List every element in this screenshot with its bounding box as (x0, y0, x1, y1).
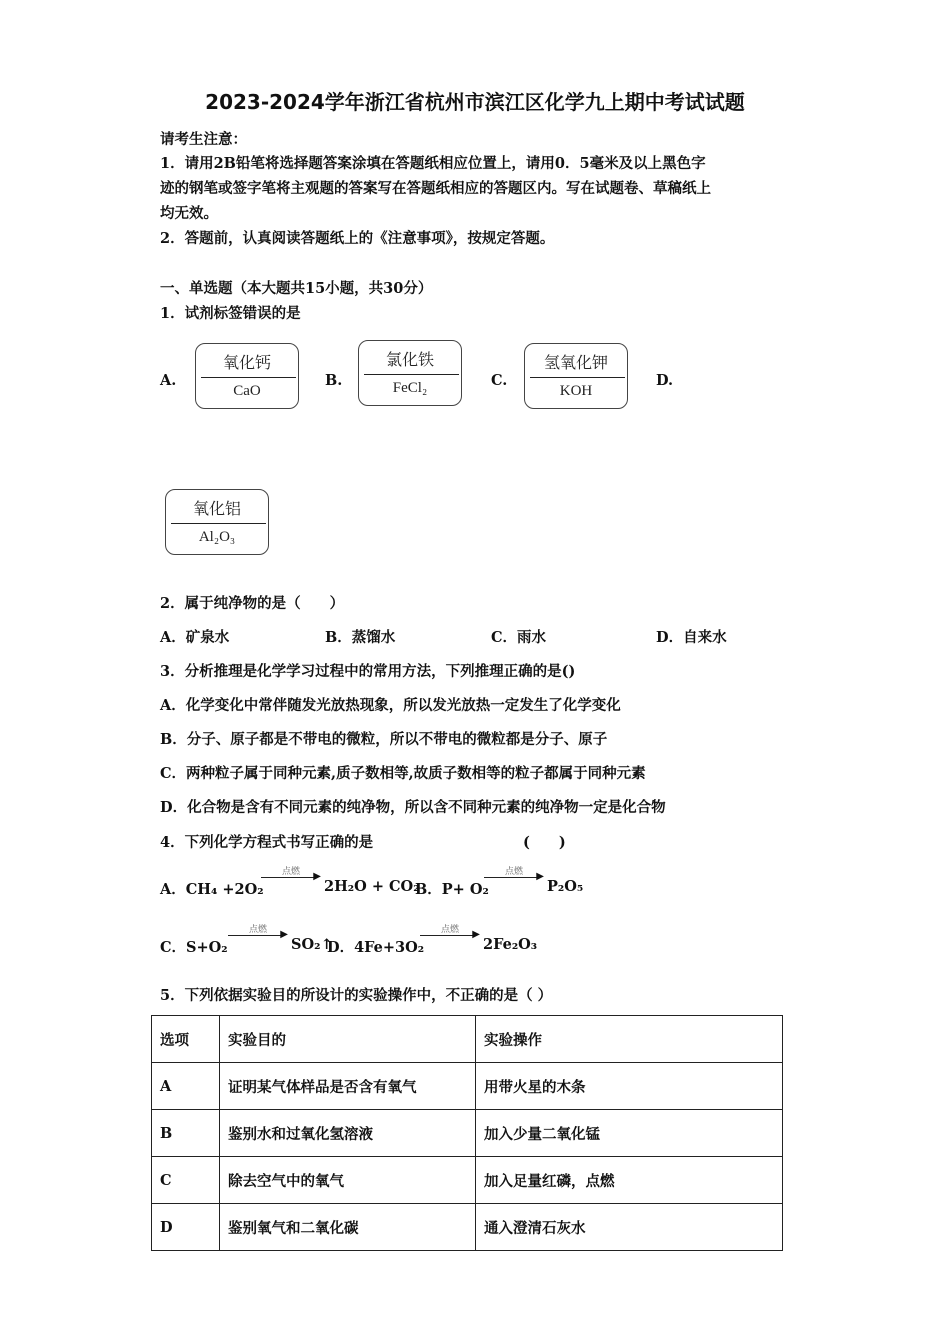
q1-option-c-label: C. (491, 372, 508, 389)
notice-heading: 请考生注意： (160, 131, 247, 148)
header-cell: 实验操作 (476, 1016, 783, 1063)
page-title: 2023-2024学年浙江省杭州市滨江区化学九上期中考试试题 (205, 90, 745, 114)
reagent-formula: FeCl₂ (392, 380, 428, 396)
reagent-name: 氧化钙 (222, 353, 271, 372)
experiment-table (151, 1015, 783, 1251)
operation-cell: 加入少量二氧化锰 (476, 1110, 783, 1157)
question-1-stem: 1．试剂标签错误的是 (160, 305, 301, 322)
question-3-stem: 3．分析推理是化学学习过程中的常用方法，下列推理正确的是() (160, 663, 576, 680)
q4-option-d-products: 2Fe₂O₃ (483, 936, 538, 953)
q2-option-a: A．矿泉水 (160, 629, 230, 646)
q4-option-b-products: P₂O₅ (547, 878, 584, 895)
question-4-stem: 4．下列化学方程式书写正确的是 (160, 834, 374, 851)
reagent-name: 氧化铝 (192, 499, 241, 518)
q4-option-a-reactants: A．CH₄ +2O₂ (160, 881, 264, 898)
notice-line: 均无效。 (160, 205, 218, 222)
q4-option-a-products: 2H₂O + CO₂ (324, 878, 420, 895)
reagent-formula: Al₂O₃ (198, 529, 236, 545)
notice-line: 1．请用2B铅笔将选择题答案涂填在答题纸相应位置上，请用0．5毫米及以上黑色字 (160, 155, 706, 172)
notice-line: 2．答题前，认真阅读答题纸上的《注意事项》，按规定答题。 (160, 230, 555, 247)
q4-option-b-reactants: B．P+ O₂ (415, 881, 489, 898)
option-cell: C (152, 1157, 220, 1204)
q1-option-a-reagent-label (195, 343, 299, 409)
q1-option-d-reagent-label (165, 489, 269, 555)
reaction-condition: 点燃 (281, 867, 300, 877)
q1-option-a-label: A. (160, 372, 177, 389)
option-cell: D (152, 1204, 220, 1251)
q1-option-d-label: D. (656, 372, 674, 389)
option-cell: B (152, 1110, 220, 1157)
reaction-condition: 点燃 (248, 925, 267, 935)
reaction-condition: 点燃 (504, 867, 523, 877)
reaction-condition: 点燃 (440, 925, 459, 935)
option-cell: A (152, 1063, 220, 1110)
table-header-row (152, 1016, 783, 1063)
purpose-cell: 除去空气中的氧气 (220, 1157, 476, 1204)
reagent-name: 氢氧化钾 (543, 353, 608, 372)
operation-cell: 用带火星的木条 (476, 1063, 783, 1110)
reagent-formula: CaO (233, 383, 261, 399)
purpose-cell: 证明某气体样品是否含有氧气 (220, 1063, 476, 1110)
q2-option-b: B．蒸馏水 (325, 629, 396, 646)
q2-option-c: C．雨水 (491, 629, 547, 646)
purpose-cell: 鉴别水和过氧化氢溶液 (220, 1110, 476, 1157)
reaction-arrow-icon: 点燃 ▶ (261, 868, 321, 886)
notice-line: 迹的钢笔或签字笔将主观题的答案写在答题纸相应的答题区内。写在试题卷、草稿纸上 (160, 180, 711, 197)
section-heading: 一、单选题（本大题共15小题，共30分） (160, 280, 433, 297)
reagent-name: 氯化铁 (385, 350, 434, 369)
q1-option-b-reagent-label (358, 340, 462, 406)
table-row (152, 1063, 783, 1110)
q4-option-c-reactants: C．S+O₂ (160, 939, 228, 956)
q3-option-d: D．化合物是含有不同元素的纯净物，所以含不同种元素的纯净物一定是化合物 (160, 799, 666, 816)
reaction-arrow-icon: 点燃 ▶ (484, 868, 544, 886)
operation-cell: 加入足量红磷，点燃 (476, 1157, 783, 1204)
operation-cell: 通入澄清石灰水 (476, 1204, 783, 1251)
table-row (152, 1204, 783, 1251)
table-row (152, 1157, 783, 1204)
answer-blank: ( ) (523, 834, 566, 851)
table-row (152, 1110, 783, 1157)
question-2-stem: 2．属于纯净物的是（ ） (160, 595, 345, 612)
q2-option-d: D．自来水 (656, 629, 727, 646)
q4-option-c-products: SO₂↑ (291, 936, 333, 953)
reaction-arrow-icon: 点燃 ▶ (228, 926, 288, 944)
q3-option-b: B．分子、原子都是不带电的微粒，所以不带电的微粒都是分子、原子 (160, 731, 608, 748)
q1-option-b-label: B. (325, 372, 343, 389)
q1-option-c-reagent-label (524, 343, 628, 409)
q3-option-c: C．两种粒子属于同种元素,质子数相等,故质子数相等的粒子都属于同种元素 (160, 765, 646, 782)
purpose-cell: 鉴别氧气和二氧化碳 (220, 1204, 476, 1251)
reagent-formula: KOH (559, 383, 593, 399)
header-cell: 选项 (152, 1016, 220, 1063)
q4-option-d-reactants: D．4Fe+3O₂ (327, 939, 425, 956)
question-5-stem: 5．下列依据实验目的所设计的实验操作中，不正确的是（ ） (160, 987, 553, 1004)
q3-option-a: A．化学变化中常伴随发光放热现象，所以发光放热一定发生了化学变化 (160, 697, 621, 714)
header-cell: 实验目的 (220, 1016, 476, 1063)
reaction-arrow-icon: 点燃 ▶ (420, 926, 480, 944)
